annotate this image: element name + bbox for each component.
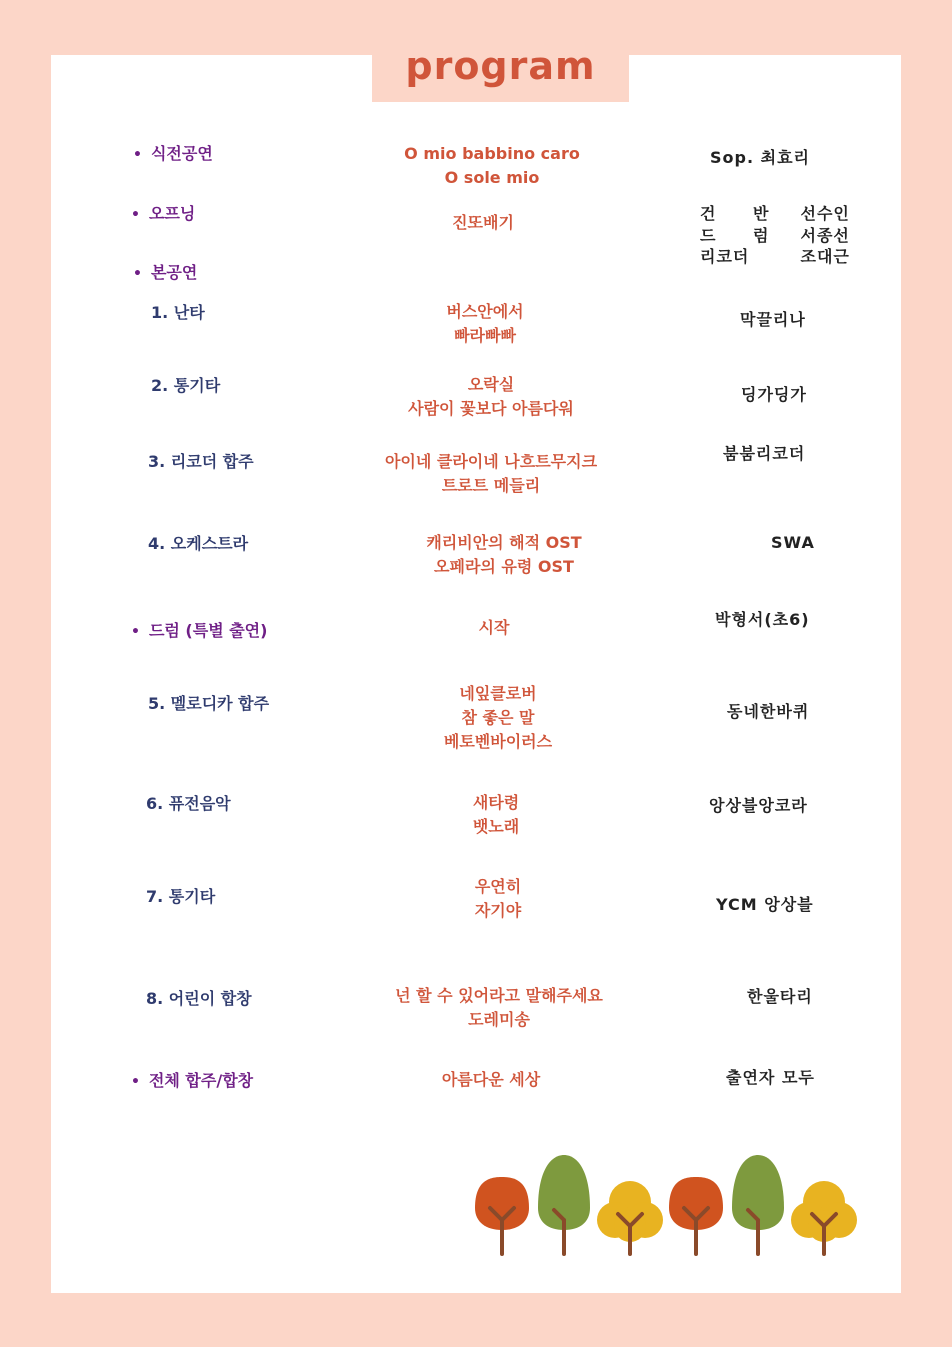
song-title: O mio babbino caro bbox=[404, 144, 580, 163]
category-main: • 본공연 bbox=[133, 261, 197, 286]
performer: 앙상블앙코라 bbox=[709, 796, 808, 815]
song-title: 사람이 꽃보다 아름다워 bbox=[408, 399, 574, 418]
song-title: 캐리비안의 해적 OST bbox=[426, 533, 582, 552]
performer: 한울타리 bbox=[747, 987, 813, 1006]
category-special-drum: • 드럼 (특별 출연) bbox=[131, 619, 267, 644]
performer-role: 건 반 bbox=[700, 204, 785, 223]
category-opening: • 오프닝 bbox=[131, 202, 195, 227]
performer: 붐붐리코더 bbox=[723, 444, 806, 463]
performer: SWA bbox=[771, 533, 815, 552]
song-list bbox=[354, 616, 634, 640]
performer-name: 조대근 bbox=[800, 247, 850, 266]
performer-role: 드 럼 bbox=[700, 225, 785, 245]
program-item-label: 5. 멜로디카 합주 bbox=[148, 694, 270, 713]
song-title: 시작 bbox=[478, 618, 510, 637]
performer: 출연자 모두 bbox=[726, 1068, 815, 1087]
song-title: 빠라빠빠 bbox=[454, 326, 516, 345]
song-list bbox=[351, 1068, 631, 1092]
program-item-label: 2. 통기타 bbox=[151, 376, 221, 395]
green-tree-icon bbox=[732, 1155, 784, 1254]
song-title: 진또배기 bbox=[452, 213, 514, 232]
red-tree-icon bbox=[669, 1177, 723, 1254]
program-item-label: 8. 어린이 합창 bbox=[146, 989, 252, 1008]
song-title: 새타령 bbox=[472, 793, 520, 812]
song-list bbox=[351, 450, 631, 498]
song-title: 참 좋은 말 bbox=[461, 708, 535, 727]
program-item-label: 4. 오케스트라 bbox=[148, 534, 249, 553]
song-list bbox=[352, 142, 632, 190]
page-title: program bbox=[405, 44, 596, 88]
red-tree-icon bbox=[475, 1177, 529, 1254]
song-title: 우연히 bbox=[474, 877, 522, 896]
song-title: 자기야 bbox=[474, 901, 522, 920]
song-list bbox=[359, 984, 639, 1032]
performer-name: 서종선 bbox=[800, 225, 850, 245]
song-list bbox=[358, 682, 638, 754]
performer-name: 선수인 bbox=[800, 204, 850, 223]
song-title: 베토벤바이러스 bbox=[443, 732, 553, 751]
song-title: 오락실 bbox=[467, 375, 515, 394]
performer: YCM 앙상블 bbox=[716, 895, 814, 914]
song-list bbox=[351, 373, 631, 421]
program-item-label: 3. 리코더 합주 bbox=[148, 452, 254, 471]
song-title: 버스안에서 bbox=[446, 302, 524, 321]
song-list bbox=[345, 300, 625, 348]
song-title: 뱃노래 bbox=[472, 817, 520, 836]
program-item-label: 7. 통기타 bbox=[146, 887, 216, 906]
program-item-label: 6. 퓨전음악 bbox=[146, 794, 231, 813]
song-list bbox=[343, 211, 623, 235]
performer: 딩가딩가 bbox=[741, 385, 807, 404]
performer-lineup bbox=[700, 203, 850, 268]
title-banner bbox=[372, 38, 629, 102]
song-title: 도레미송 bbox=[468, 1010, 530, 1029]
performer: Sop. 최효리 bbox=[710, 148, 810, 167]
performer: 박형서(초6) bbox=[715, 610, 810, 629]
program-item-label: 1. 난타 bbox=[151, 303, 205, 322]
performer: 동네한바퀴 bbox=[727, 702, 810, 721]
green-tree-icon bbox=[538, 1155, 590, 1254]
song-title: 아름다운 세상 bbox=[441, 1070, 541, 1089]
song-list bbox=[364, 531, 644, 579]
song-title: 오페라의 유령 OST bbox=[434, 557, 574, 576]
category-finale: • 전체 합주/합창 bbox=[131, 1069, 253, 1094]
yellow-tree-icon bbox=[597, 1181, 663, 1254]
song-title: 네잎클로버 bbox=[459, 684, 537, 703]
performer-role: 리코더 bbox=[700, 247, 750, 266]
autumn-trees-illustration bbox=[470, 1150, 860, 1260]
yellow-tree-icon bbox=[791, 1181, 857, 1254]
song-title: 넌 할 수 있어라고 말해주세요 bbox=[395, 986, 603, 1005]
performer: 막끌리나 bbox=[740, 310, 806, 329]
song-list bbox=[358, 875, 638, 923]
song-title: 트로트 메들리 bbox=[441, 476, 541, 495]
song-title: 아이네 클라이네 나흐트무지크 bbox=[384, 452, 598, 471]
category-opening-ceremony: • 식전공연 bbox=[133, 142, 213, 167]
song-title: O sole mio bbox=[444, 168, 540, 187]
song-list bbox=[356, 791, 636, 839]
